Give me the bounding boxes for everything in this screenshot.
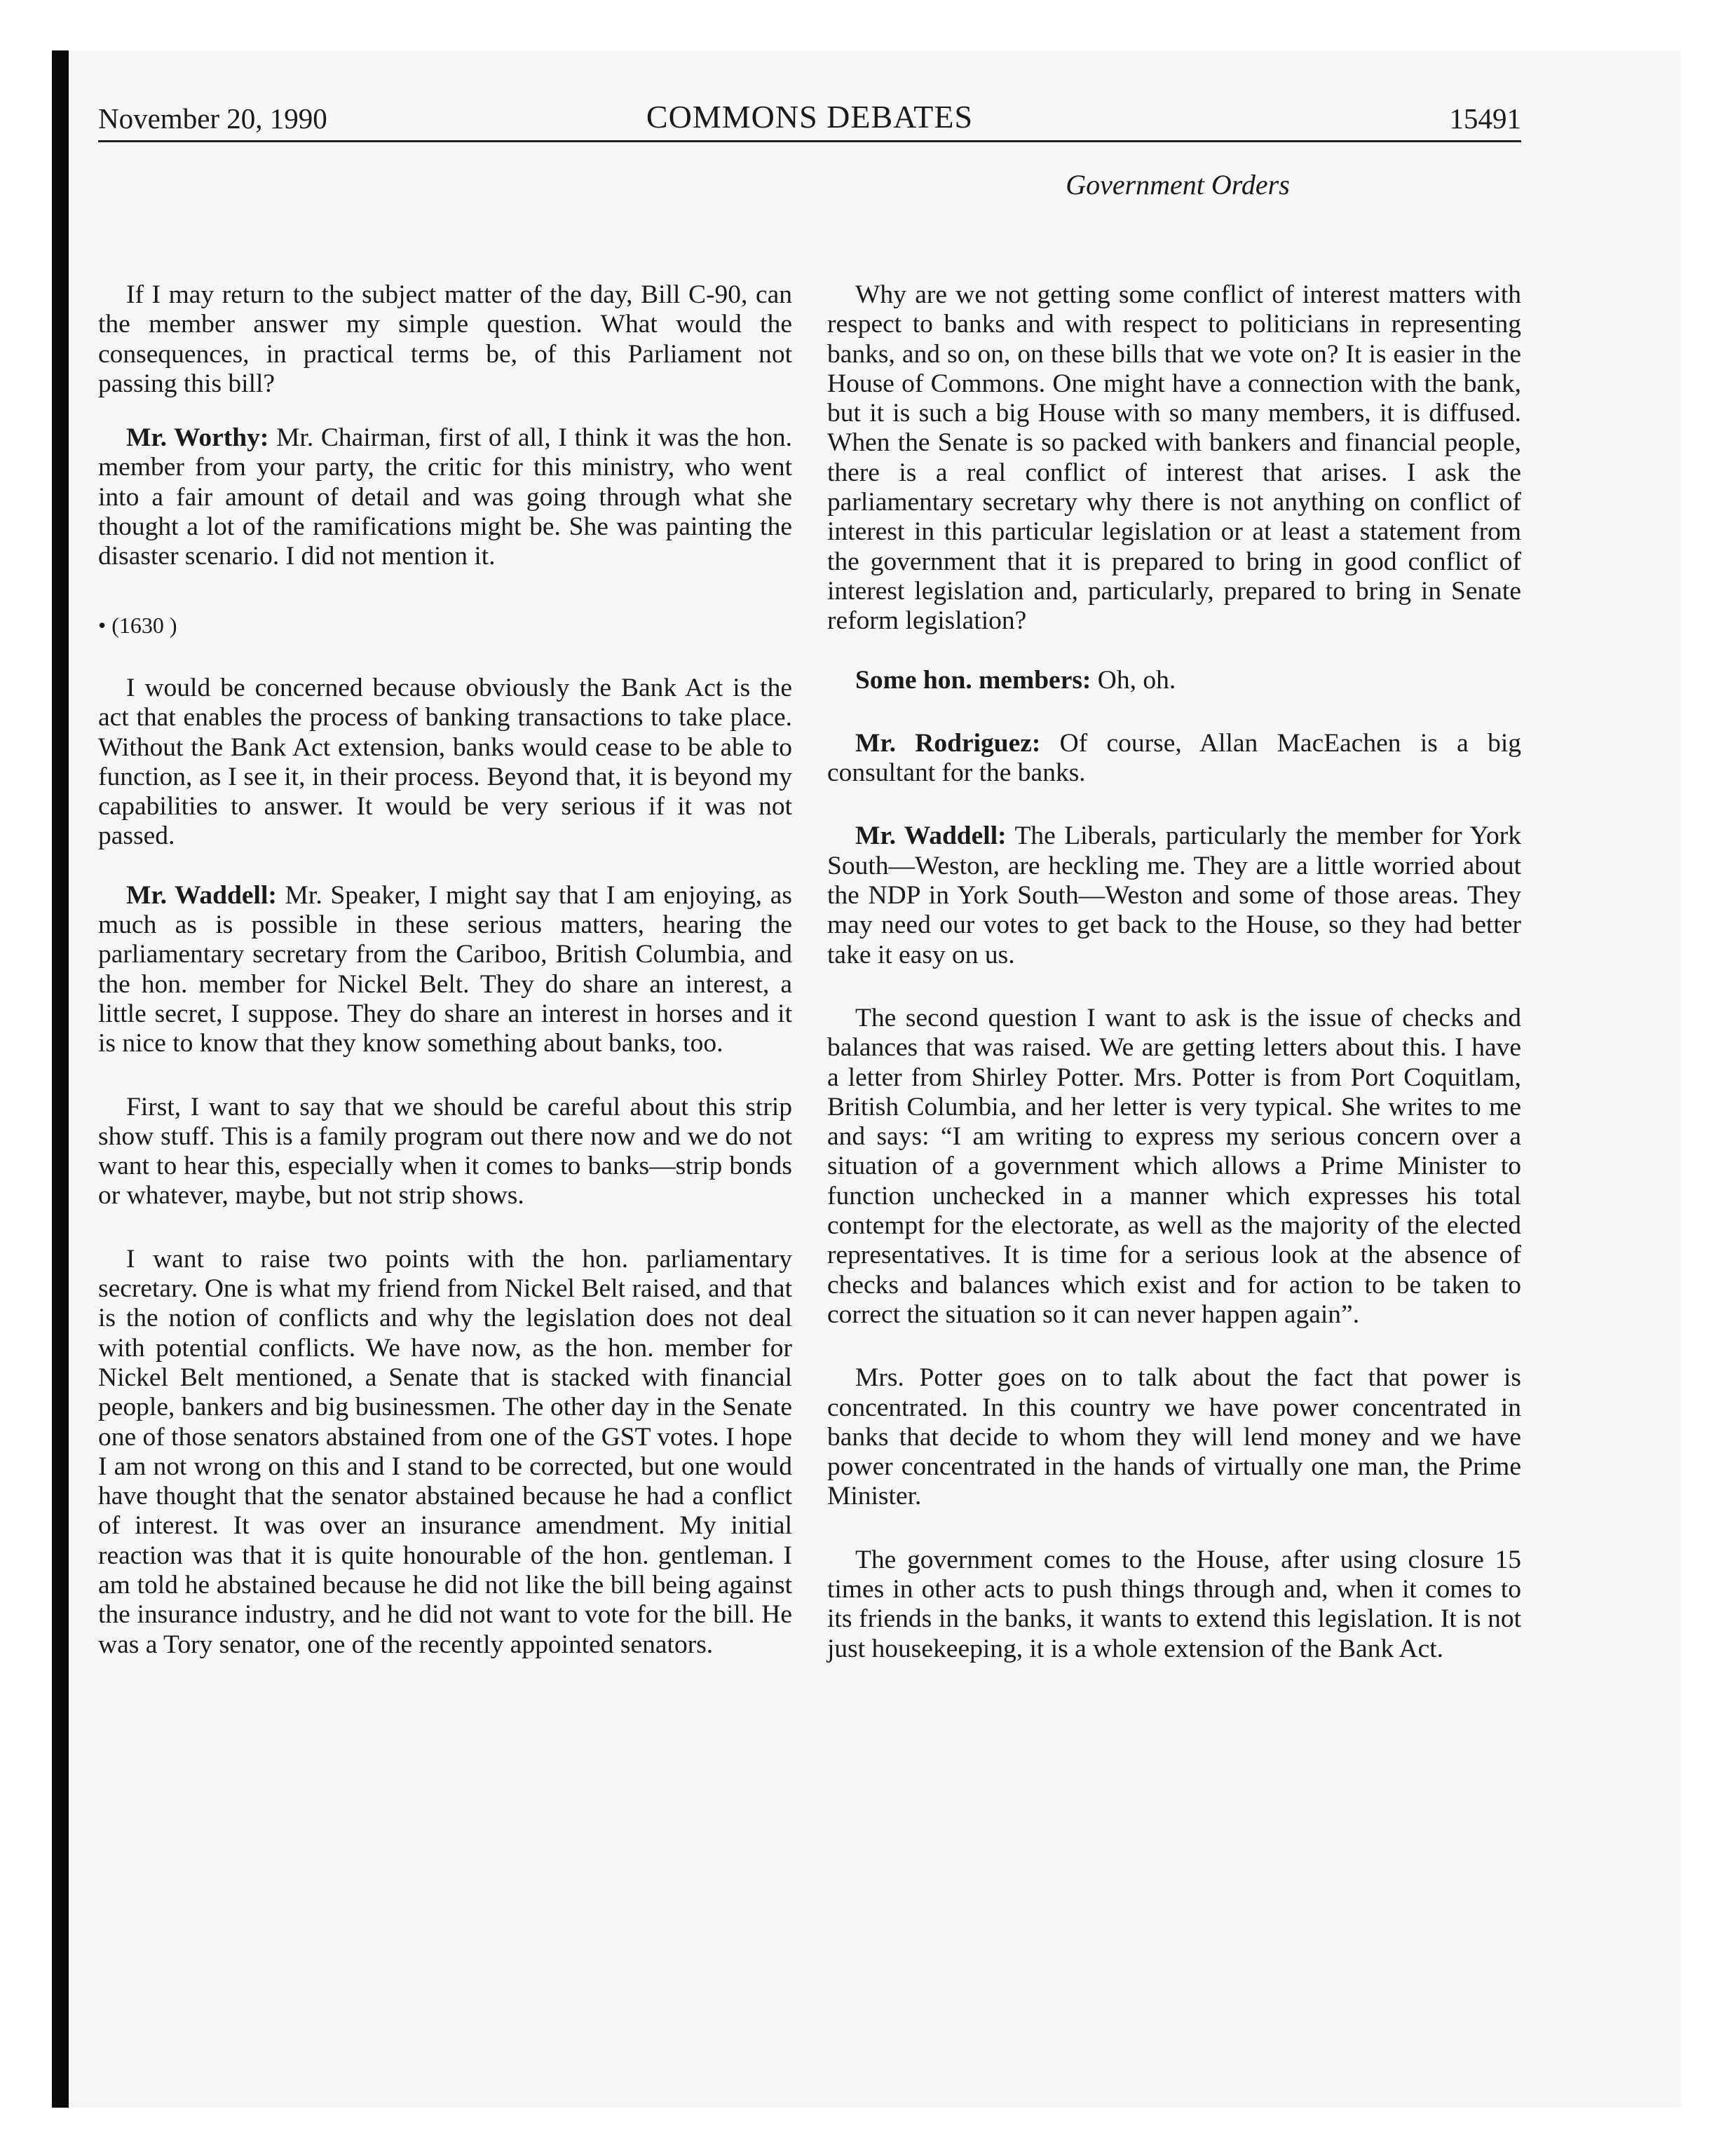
paragraph: First, I want to say that we should be careful about this strip show stuff. This is a family program out there now and we do not want to hear this, especially when it comes to banks—strip bonds or whatever, maybe, but not strip shows.: [98, 1092, 792, 1210]
speaker-name: Mr. Rodriguez:: [855, 728, 1041, 758]
speech-paragraph: [827, 666, 1521, 695]
scan-edge-shadow: [52, 50, 69, 2108]
speech-paragraph: [98, 423, 792, 571]
speaker-name: Mr. Worthy:: [126, 423, 269, 453]
time-marker: • (1630 ): [98, 612, 177, 638]
speaker-name: Mr. Waddell:: [855, 821, 1007, 851]
paragraph: I want to raise two points with the hon. parliamentary secretary. One is what my friend from Nickel Belt raised, and that is the notion of conflicts and why the legislation does not deal with potential conflicts. We have now, as the hon. member for Nickel Belt mentioned, a Senate that is stacked with financial people, bankers and big businessmen. The other day in the Senate one of those senators abstained from one of the GST votes. I hope I am not wrong on this and I stand to be corrected, but one would have thought that the senator abstained because he had a conflict of interest. It was over an insurance amendment. My initial reaction was that it is quite honourable of the hon. gentleman. I am told he abstained because he did not like the bill being against the insurance industry, and he did not want to vote for the bill. He was a Tory senator, one of the recently appointed senators.: [98, 1244, 792, 1659]
speaker-name: Mr. Waddell:: [126, 880, 277, 910]
speech-text: Oh, oh.: [1091, 665, 1176, 695]
paragraph: Why are we not getting some conflict of interest matters with respect to banks and with respect to politicians in representing banks, and so on, on these bills that we vote on? It is easier in the House of Commons. One might have a connection with the bank, but it is such a big House with so many members, it is diffused. When the Senate is so packed with bankers and financial people, there is a real conflict of interest that arises. I ask the parliamentary secretary why there is not anything on conflict of interest in this particular legislation or at least a statement from the government that it is prepared to bring in good conflict of interest legislation and, particularly, prepared to bring in Senate reform legislation?: [827, 280, 1521, 636]
paragraph: Mrs. Potter goes on to talk about the fact that power is concentrated. In this country we have power concentrated in banks that decide to whom they will lend money and we have power concentrated in the hands of virtually one man, the Prime Minister.: [827, 1363, 1521, 1511]
paragraph: The government comes to the House, after using closure 15 times in other acts to push things through and, when it comes to its friends in the banks, it wants to extend this legislation. It is not just housekeeping, it is a whole extension of the Bank Act.: [827, 1545, 1521, 1663]
speaker-name: Some hon. members:: [855, 665, 1091, 695]
right-column: [827, 214, 1521, 1664]
speech-text: Mr. Speaker, I might say that I am enjoying, as much as is possible in these serious matters, hearing the parliamentary secretary from the Cariboo, British Columbia, and the hon. member for Nickel Belt. They do share an interest, a little secret, I suppose. They do share an interest in horses and it is nice to know that they know something about banks, too.: [98, 880, 792, 1058]
left-column: [98, 214, 792, 1660]
speech-text: The Liberals, particularly the member for York South—Weston, are heckling me. They are a little worried about the NDP in York South—Weston and some of those areas. They may need our votes to get back to the House, so they had better take it easy on us.: [827, 821, 1521, 969]
header-date: November 20, 1990: [98, 102, 327, 135]
header-page-number: 15491: [1449, 102, 1521, 135]
paragraph: If I may return to the subject matter of the day, Bill C-90, can the member answer my simple question. What would the consequences, in practical terms be, of this Parliament not passing this bill?: [98, 280, 792, 398]
speech-paragraph: [98, 881, 792, 1059]
header-title: COMMONS DEBATES: [646, 99, 974, 135]
speech-text: Of course, Allan MacEachen is a big consultant for the banks.: [827, 728, 1521, 788]
section-label: Government Orders: [1066, 169, 1290, 200]
paragraph: I would be concerned because obviously the Bank Act is the act that enables the process of banking transactions to take place. Without the Bank Act extension, banks would cease to be able to function, as I see it, in their process. Beyond that, it is beyond my capabilities to answer. It would be very serious if it was not passed.: [98, 673, 792, 851]
speech-paragraph: [827, 821, 1521, 969]
paragraph: The second question I want to ask is the issue of checks and balances that was raised. We are getting letters about this. I have a letter from Shirley Potter. Mrs. Potter is from Port Coquitlam, British Columbia, and her letter is very typical. She writes to me and says: “I am writing to express my serious concern over a situation of a government which allows a Prime Minister to function unchecked in a manner which expresses his total contempt for the electorate, as well as the majority of the elected representatives. It is time for a serious look at the absence of checks and balances which exist and for action to be taken to correct the situation so it can never happen again”.: [827, 1003, 1521, 1329]
speech-text: Mr. Chairman, first of all, I think it was the hon. member from your party, the critic for this ministry, who went into a fair amount of detail and was going through what she thought a lot of the ramifications might be. She was painting the disaster scenario. I did not mention it.: [98, 423, 792, 571]
speech-paragraph: [827, 729, 1521, 789]
running-header: [98, 98, 1521, 142]
